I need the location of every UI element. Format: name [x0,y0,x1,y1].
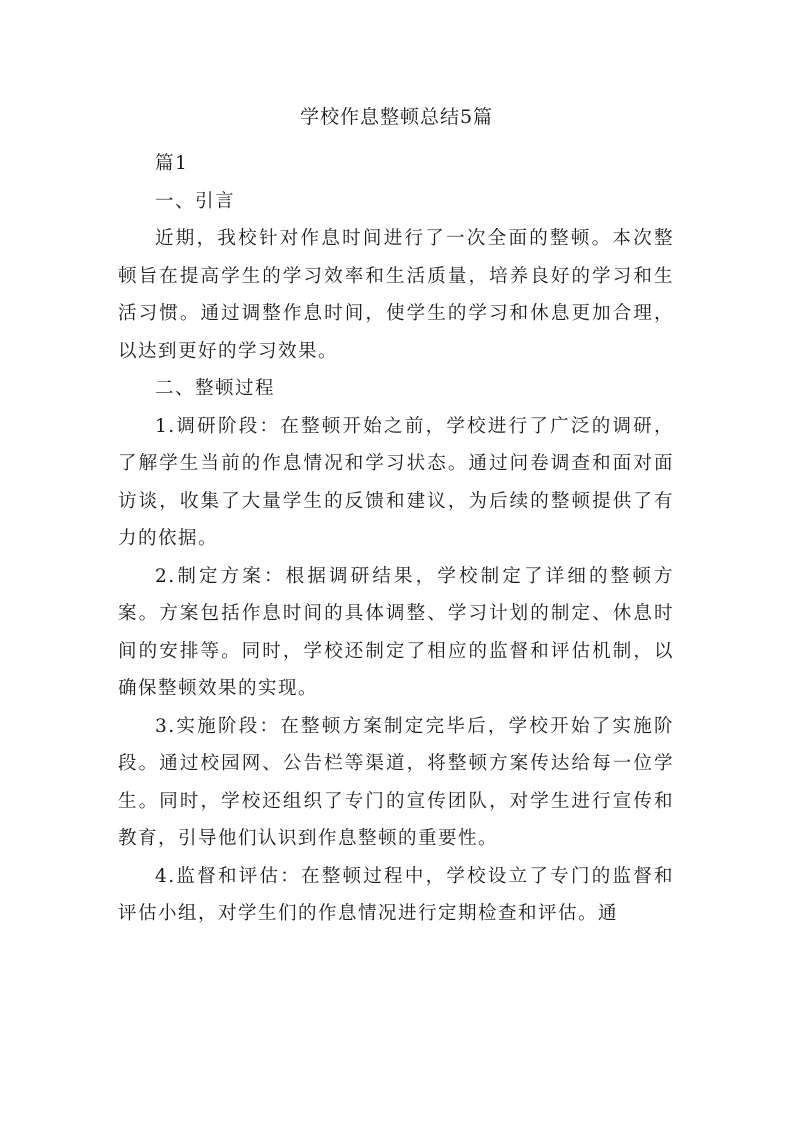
section-label: 篇1 [155,153,189,174]
section-heading: 二、整顿过程 [155,378,276,399]
body-paragraph: 1.调研阶段：在整顿开始之前，学校进行了广泛的调研，了解学生当前的作息情况和学习状态。通过问卷调查和面对面访谈，收集了大量学生的反馈和建议，为后续的整顿提供了有力的依据。 [118,415,674,549]
body-paragraph: 近期，我校针对作息时间进行了一次全面的整顿。本次整顿旨在提高学生的学习效率和生活质量，培养良好的学习和生活习惯。通过调整作息时间，使学生的学习和休息更加合理，以达到更好的学习效果。 [118,228,674,362]
document-title: 学校作息整顿总结5篇 [299,106,494,128]
body-paragraph: 4.监督和评估：在整顿过程中，学校设立了专门的监督和评估小组，对学生们的作息情况进行定期检查和评估。通 [118,865,674,924]
document-body [118,145,674,933]
body-paragraph: 3.实施阶段：在整顿方案制定完毕后，学校开始了实施阶段。通过校园网、公告栏等渠道，将整顿方案传达给每一位学生。同时，学校还组织了专门的宣传团队，对学生进行宣传和教育，引导他们认识到作息整顿的重要性。 [118,715,674,849]
body-paragraph: 2.制定方案：根据调研结果，学校制定了详细的整顿方案。方案包括作息时间的具体调整、学习计划的制定、休息时间的安排等。同时，学校还制定了相应的监督和评估机制，以确保整顿效果的实现。 [118,565,674,699]
section-heading: 一、引言 [155,190,236,212]
